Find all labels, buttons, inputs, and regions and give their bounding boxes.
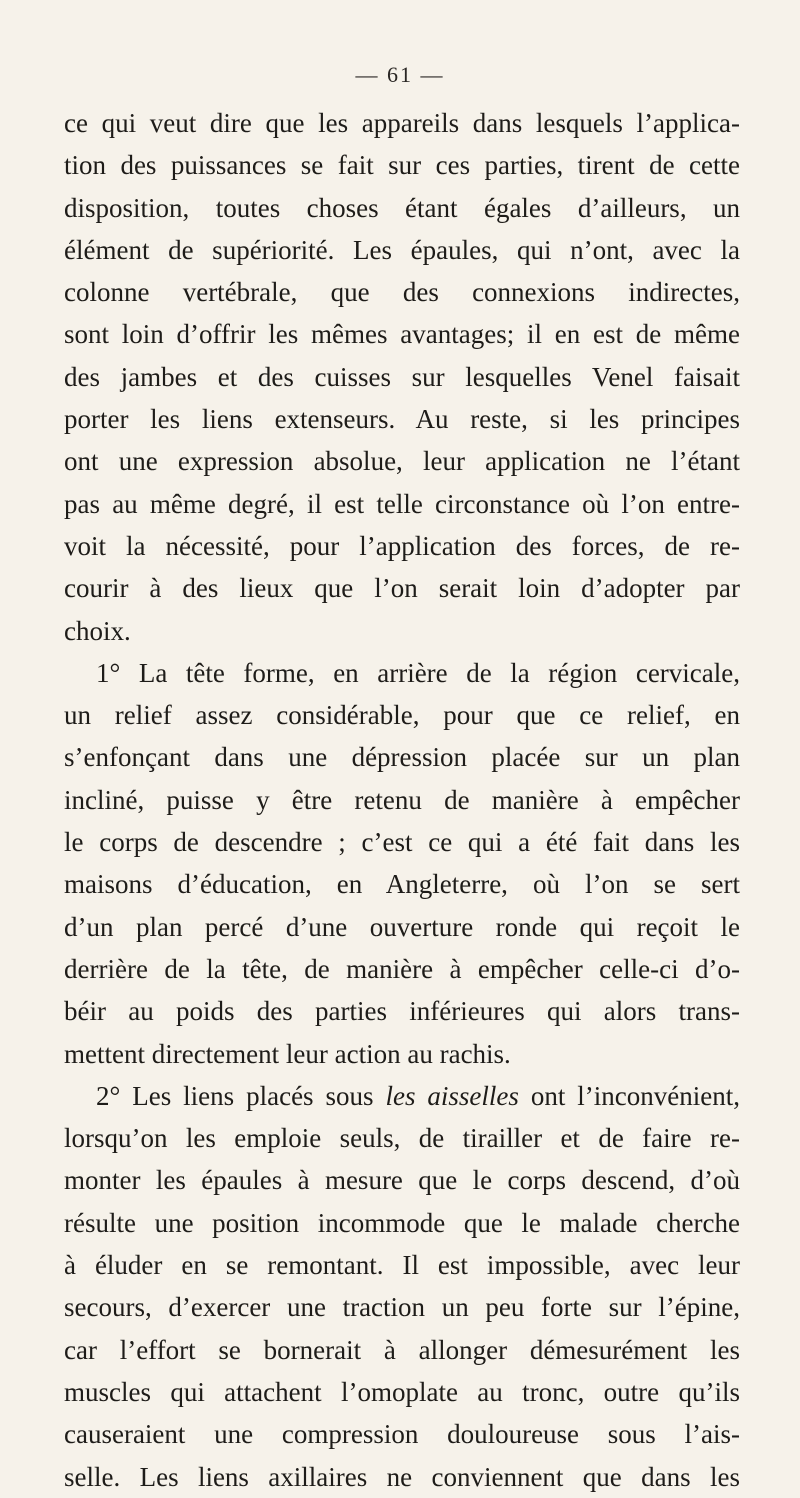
text-line: car l’effort se bornerait à allonger démesurément les [64, 1334, 740, 1365]
text-line: voit la nécessité, pour l’application des forces, de re- [64, 530, 740, 561]
text-line: monter les épaules à mesure que le corps descend, d’où [64, 1165, 740, 1196]
text-line: s’enfonçant dans une dépression placée sur un plan [64, 742, 740, 773]
text-line: d’un plan percé d’une ouverture ronde qui reçoit le [64, 911, 740, 942]
text-line: des jambes et des cuisses sur lesquelles Venel faisait [64, 361, 740, 392]
text-segment: 2° Les liens placés sous [96, 1080, 386, 1111]
text-line: ce qui veut dire que les appareils dans lesquels l’applica- [64, 108, 740, 138]
text-line: incliné, puisse y être retenu de manière à empêcher [64, 784, 740, 815]
text-line: selle. Les liens axillaires ne conviennent que dans les [64, 1461, 740, 1492]
text-line: choix. [64, 615, 131, 646]
text-line-with-italic [64, 1075, 740, 1117]
text-line: porter les liens extenseurs. Au reste, si les principes [64, 404, 740, 435]
text-line: maisons d’éducation, en Angleterre, où l’on se sert [64, 869, 740, 900]
text-line: le corps de descendre ; c’est ce qui a été fait dans les [64, 827, 740, 858]
text-line: disposition, toutes choses étant égales d’ailleurs, un [64, 192, 740, 223]
text-line: un relief assez considérable, pour que ce relief, en [64, 700, 740, 731]
page-number: — 61 — [355, 62, 445, 87]
text-line: mettent directement leur action au rachis. [64, 1038, 511, 1069]
text-line: résulte une position incommode que le malade cherche [64, 1207, 740, 1238]
italic-phrase: les aisselles [385, 1080, 519, 1111]
text-line: muscles qui attachent l’omoplate au tronc, outre qu’ils [64, 1376, 740, 1407]
text-line: derrière de la tête, de manière à empêcher celle-ci d’o- [64, 953, 740, 984]
body-text [64, 102, 740, 1498]
text-line: 1° La tête forme, en arrière de la région cervicale, [96, 657, 740, 688]
text-line: béir au poids des parties inférieures qui alors trans- [64, 996, 740, 1027]
text-line: lorsqu’on les emploie seuls, de tirailler et de faire re- [64, 1123, 740, 1154]
text-line: causeraient une compression douloureuse sous l’ais- [64, 1419, 740, 1450]
text-line: colonne vertébrale, que des connexions indirectes, [64, 277, 740, 308]
text-line: courir à des lieux que l’on serait loin d’adopter par [64, 573, 740, 604]
text-line: secours, d’exercer une traction un peu forte sur l’épine, [64, 1292, 740, 1323]
text-segment: ont l’inconvénient, [518, 1080, 740, 1111]
text-line: ont une expression absolue, leur application ne l’étant [64, 446, 740, 477]
text-line: à éluder en se remontant. Il est impossible, avec leur [64, 1250, 740, 1281]
text-line: élément de supériorité. Les épaules, qui n’ont, avec la [64, 234, 740, 265]
text-line: tion des puissances se fait sur ces parties, tirent de cette [64, 150, 740, 181]
text-line: sont loin d’offrir les mêmes avantages; il en est de même [64, 319, 740, 350]
text-line: pas au même degré, il est telle circonstance où l’on entre- [64, 488, 740, 519]
